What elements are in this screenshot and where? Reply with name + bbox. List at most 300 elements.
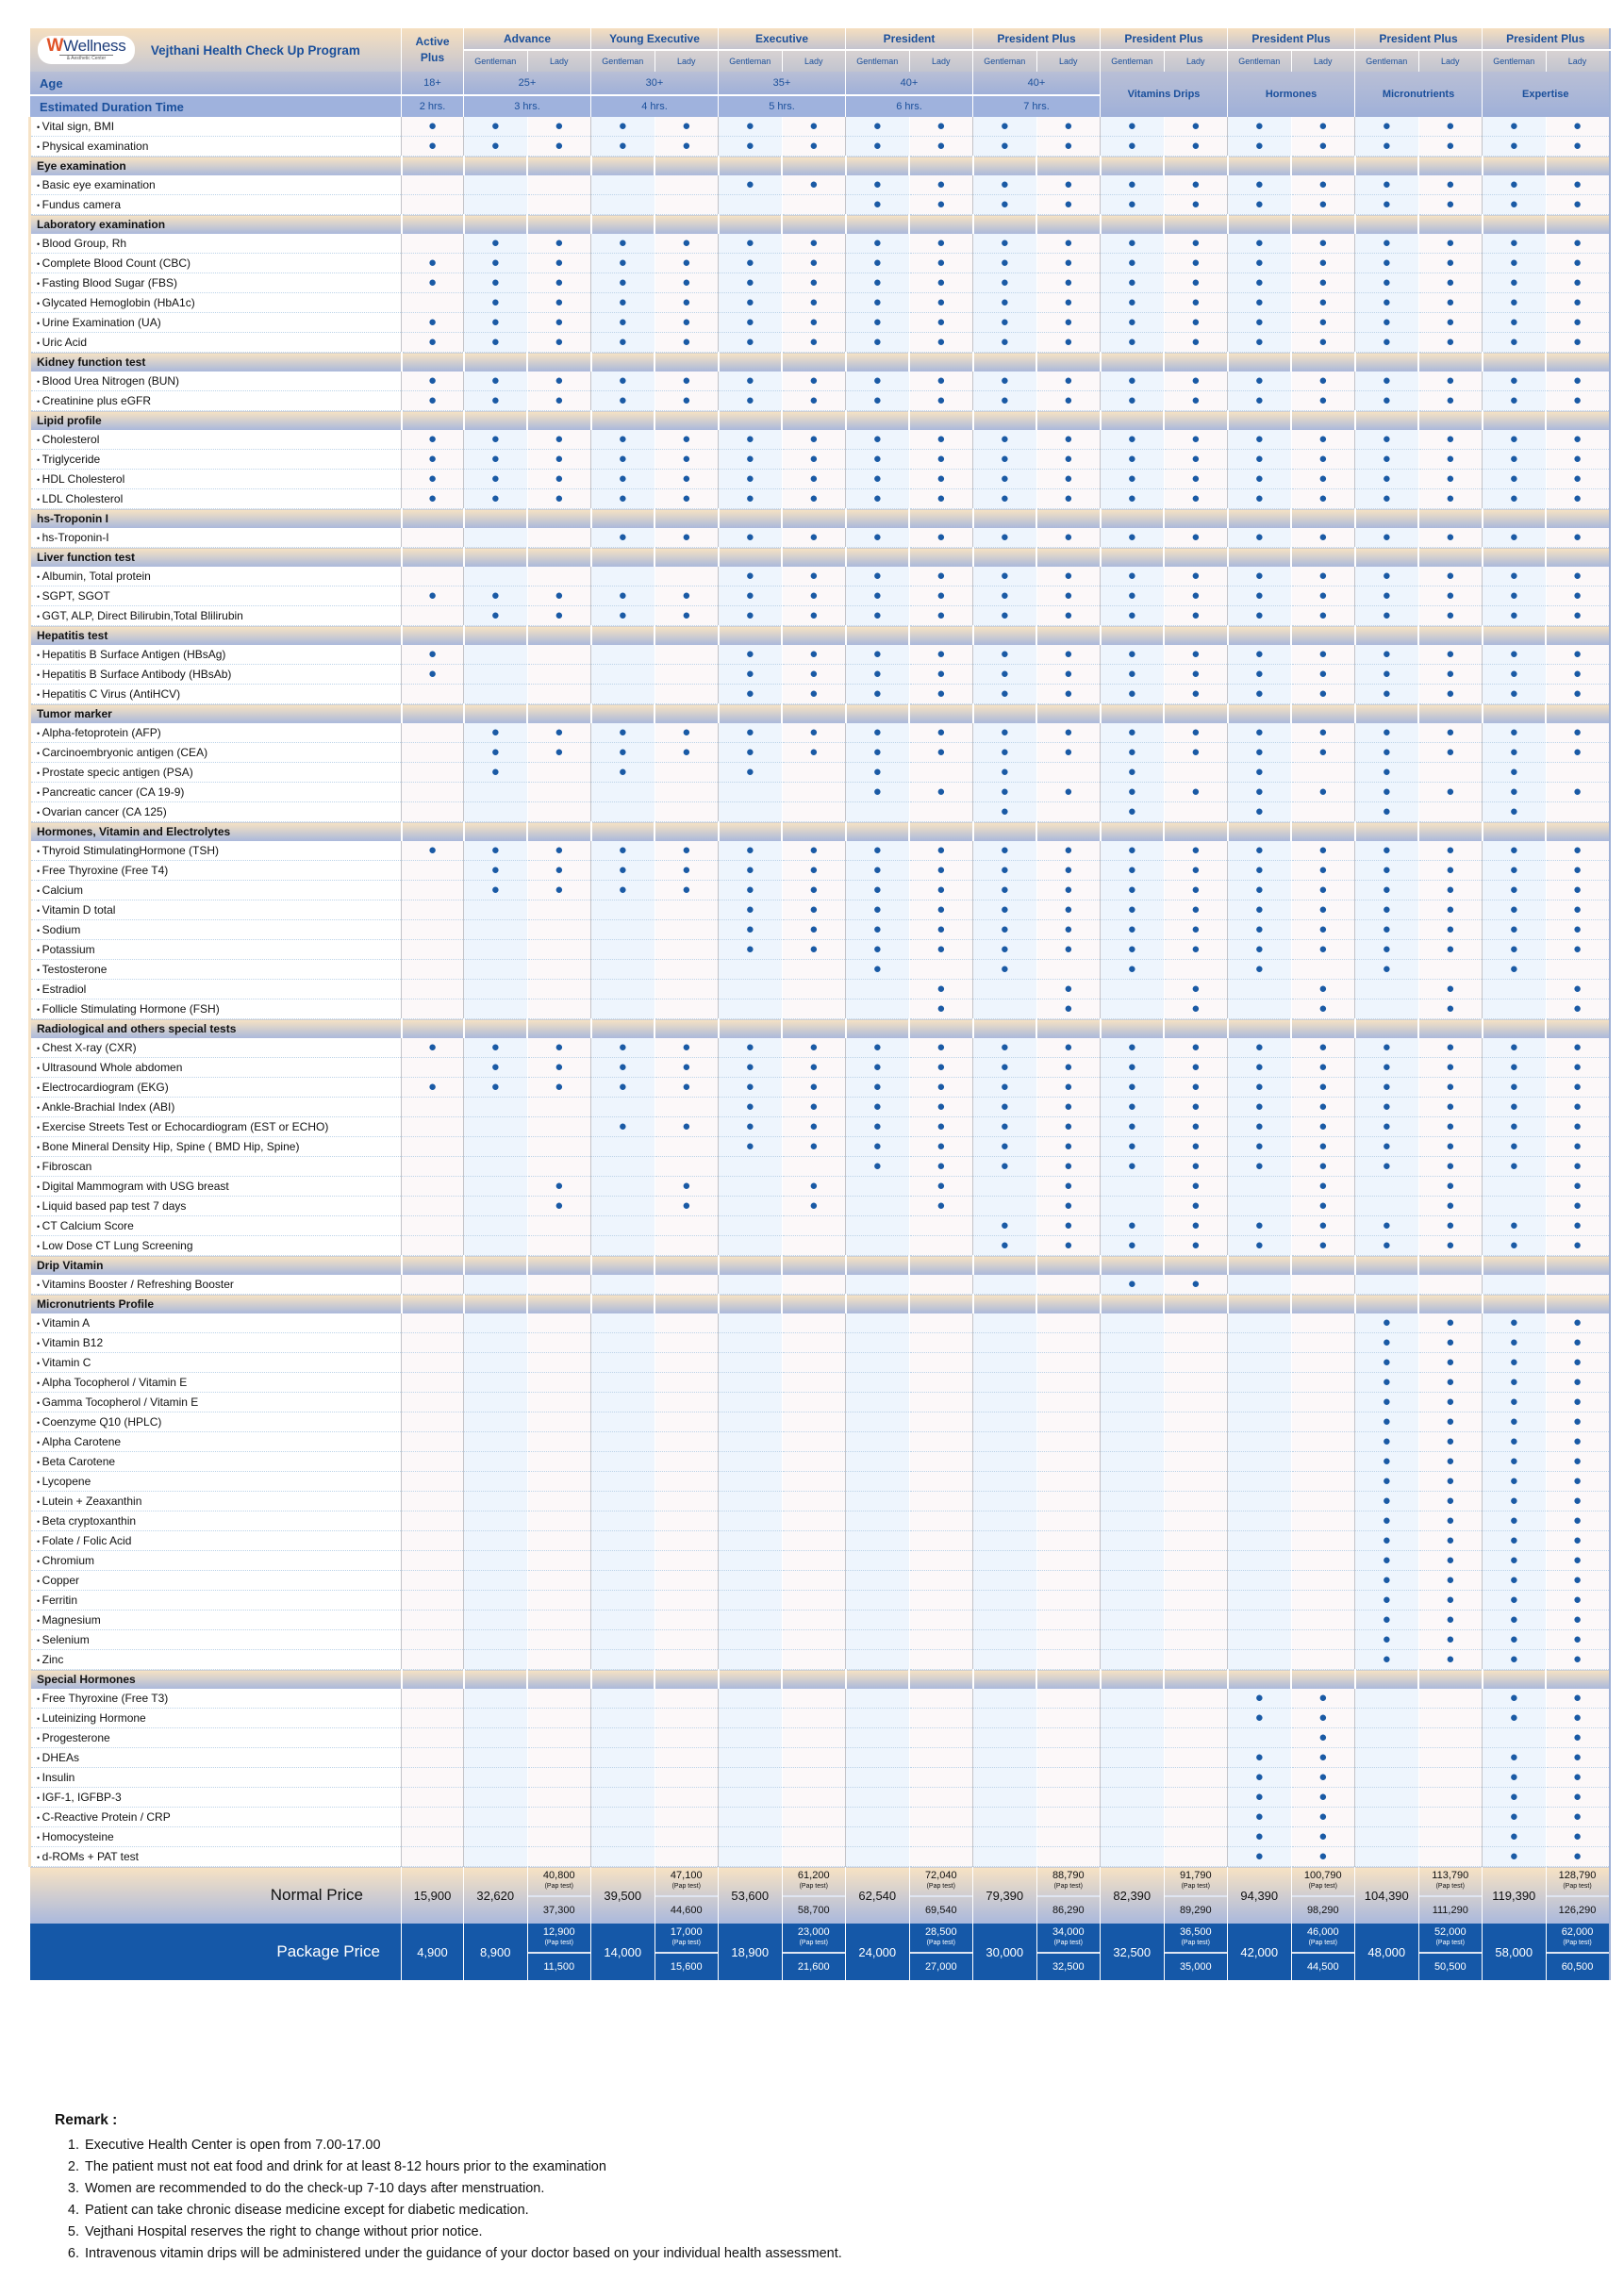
included-dot-icon: ● — [1572, 1789, 1583, 1805]
section-header-cell — [1101, 215, 1165, 235]
section-header-cell — [719, 215, 783, 235]
included-dot-icon: ● — [1509, 901, 1518, 917]
test-item-name — [30, 723, 402, 743]
included-dot-icon: ● — [1382, 1651, 1391, 1667]
price-lady-pap-value: 47,100 — [670, 1870, 703, 1881]
inclusion-cell — [402, 1236, 464, 1256]
inclusion-cell — [719, 254, 783, 273]
inclusion-cell — [1228, 881, 1292, 900]
included-dot-icon: ● — [1000, 685, 1009, 702]
included-dot-icon: ● — [1382, 334, 1391, 350]
inclusion-cell — [591, 1313, 655, 1333]
included-dot-icon: ● — [872, 118, 882, 134]
included-dot-icon: ● — [872, 862, 882, 878]
inclusion-cell — [655, 861, 719, 881]
inclusion-cell — [1036, 999, 1101, 1019]
inclusion-cell — [1291, 1611, 1355, 1630]
inclusion-cell — [527, 960, 591, 980]
section-header-cell — [1036, 1670, 1101, 1690]
test-item-label: Uric Acid — [41, 336, 87, 349]
inclusion-cell — [1355, 1098, 1419, 1117]
test-item-name — [30, 470, 402, 489]
included-dot-icon: ● — [1064, 666, 1073, 682]
inclusion-cell — [1483, 1788, 1547, 1808]
section-header-cell — [1483, 822, 1547, 842]
inclusion-cell — [909, 1591, 973, 1611]
included-dot-icon: ● — [1572, 1138, 1583, 1154]
inclusion-cell — [719, 881, 783, 900]
included-dot-icon: ● — [745, 235, 754, 251]
test-item-label: GGT, ALP, Direct Bilirubin,Total Blilirubin — [41, 609, 243, 622]
included-dot-icon: ● — [1191, 724, 1201, 740]
included-dot-icon: ● — [1572, 607, 1583, 623]
inclusion-cell — [1355, 1551, 1419, 1571]
bullet-icon: • — [37, 847, 42, 856]
inclusion-cell — [846, 743, 910, 763]
inclusion-cell — [1164, 1650, 1228, 1670]
inclusion-cell — [655, 1078, 719, 1098]
bullet-icon: • — [37, 1319, 42, 1329]
inclusion-cell — [1291, 1038, 1355, 1058]
duration-value: 3 hrs. — [464, 95, 591, 117]
included-dot-icon: ● — [427, 334, 438, 350]
inclusion-cell — [1355, 841, 1419, 861]
inclusion-cell — [591, 861, 655, 881]
inclusion-cell — [719, 567, 783, 586]
gender-header-gentleman: Gentleman — [1355, 50, 1419, 72]
inclusion-cell — [527, 1353, 591, 1373]
inclusion-cell — [464, 1333, 528, 1353]
inclusion-cell — [1546, 1709, 1610, 1728]
included-dot-icon: ● — [872, 568, 882, 584]
included-dot-icon: ● — [809, 685, 819, 702]
included-dot-icon: ● — [1254, 941, 1264, 957]
inclusion-cell — [846, 940, 910, 960]
section-header-cell — [719, 1256, 783, 1276]
included-dot-icon: ● — [1446, 1394, 1455, 1410]
test-item-name — [30, 1748, 402, 1768]
pap-test-note: (Pap test) — [1435, 1883, 1465, 1890]
inclusion-cell — [973, 861, 1037, 881]
section-header-cell — [1036, 509, 1101, 529]
inclusion-cell — [464, 1768, 528, 1788]
included-dot-icon: ● — [872, 587, 882, 603]
included-dot-icon: ● — [1509, 1572, 1518, 1588]
section-header-cell — [782, 548, 846, 568]
test-item-row — [30, 1768, 1610, 1788]
inclusion-cell — [846, 1373, 910, 1393]
inclusion-cell — [464, 841, 528, 861]
inclusion-cell — [1036, 313, 1101, 333]
inclusion-cell — [1418, 1808, 1483, 1827]
inclusion-cell — [1418, 1275, 1483, 1295]
included-dot-icon: ● — [1572, 529, 1583, 545]
inclusion-cell — [909, 1137, 973, 1157]
bullet-icon: • — [37, 1793, 42, 1803]
inclusion-cell — [527, 1591, 591, 1611]
section-title: Radiological and others special tests — [30, 1019, 402, 1039]
inclusion-cell — [1546, 1748, 1610, 1768]
inclusion-cell — [527, 1197, 591, 1216]
inclusion-cell — [655, 1591, 719, 1611]
test-item-row — [30, 1492, 1610, 1511]
bullet-icon: • — [37, 1418, 42, 1428]
section-header-cell — [655, 215, 719, 235]
inclusion-cell — [655, 1393, 719, 1412]
included-dot-icon: ● — [1446, 431, 1455, 447]
included-dot-icon: ● — [1191, 1059, 1201, 1075]
inclusion-cell — [909, 1452, 973, 1472]
test-item-label: Hepatitis B Surface Antigen (HBsAg) — [41, 648, 226, 661]
section-header-cell — [402, 157, 464, 176]
inclusion-cell — [1546, 940, 1610, 960]
included-dot-icon: ● — [1191, 862, 1201, 878]
inclusion-cell — [719, 1353, 783, 1373]
section-header-cell — [464, 1019, 528, 1039]
inclusion-cell — [1483, 920, 1547, 940]
included-dot-icon: ● — [1382, 1473, 1391, 1489]
inclusion-cell — [1483, 841, 1547, 861]
test-item-name — [30, 1689, 402, 1709]
inclusion-cell — [1483, 645, 1547, 665]
inclusion-cell — [1101, 1393, 1165, 1412]
included-dot-icon: ● — [1446, 235, 1455, 251]
inclusion-cell — [1546, 586, 1610, 606]
test-item-label: Luteinizing Hormone — [41, 1711, 146, 1725]
test-item-row — [30, 313, 1610, 333]
section-header-cell — [1355, 1019, 1419, 1039]
test-item-label: Basic eye examination — [41, 178, 156, 191]
test-item-row — [30, 117, 1610, 137]
inclusion-cell — [591, 802, 655, 822]
section-header-cell — [591, 509, 655, 529]
included-dot-icon: ● — [1509, 961, 1518, 977]
section-header-row — [30, 215, 1610, 235]
inclusion-cell — [1164, 1216, 1228, 1236]
inclusion-cell — [1101, 586, 1165, 606]
included-dot-icon: ● — [1382, 255, 1391, 271]
included-dot-icon: ● — [1446, 1433, 1455, 1449]
bullet-icon: • — [37, 867, 42, 876]
inclusion-cell — [1483, 333, 1547, 353]
inclusion-cell — [782, 881, 846, 900]
inclusion-cell — [782, 1611, 846, 1630]
included-dot-icon: ● — [1064, 1178, 1073, 1194]
included-dot-icon: ● — [809, 274, 819, 290]
inclusion-cell — [1483, 1197, 1547, 1216]
section-header-cell — [1418, 822, 1483, 842]
included-dot-icon: ● — [1127, 471, 1136, 487]
inclusion-cell — [1101, 1137, 1165, 1157]
inclusion-cell — [402, 254, 464, 273]
included-dot-icon: ● — [427, 646, 438, 662]
section-header-cell — [464, 353, 528, 372]
test-item-label: Ovarian cancer (CA 125) — [41, 805, 167, 818]
section-header-cell — [1164, 157, 1228, 176]
inclusion-cell — [1355, 1058, 1419, 1078]
inclusion-cell — [591, 1650, 655, 1670]
inclusion-cell — [464, 273, 528, 293]
included-dot-icon: ● — [490, 274, 500, 290]
bullet-icon: • — [37, 495, 42, 504]
inclusion-cell — [591, 273, 655, 293]
price-lady — [1546, 1867, 1610, 1924]
inclusion-cell — [1291, 489, 1355, 509]
inclusion-cell — [1418, 881, 1483, 900]
inclusion-cell — [464, 980, 528, 999]
included-dot-icon: ● — [936, 1098, 946, 1115]
included-dot-icon: ● — [1509, 784, 1518, 800]
section-header-cell — [782, 1295, 846, 1314]
bullet-icon: • — [37, 966, 42, 975]
inclusion-cell — [527, 195, 591, 215]
section-header-cell — [402, 548, 464, 568]
included-dot-icon: ● — [1572, 724, 1583, 740]
inclusion-cell — [1228, 1216, 1292, 1236]
price-gentleman: 32,620 — [464, 1867, 528, 1924]
included-dot-icon: ● — [618, 1079, 627, 1095]
section-header-cell — [1036, 822, 1101, 842]
inclusion-cell — [1228, 333, 1292, 353]
inclusion-cell — [1546, 1768, 1610, 1788]
test-item-row — [30, 1197, 1610, 1216]
inclusion-cell — [1355, 1611, 1419, 1630]
inclusion-cell — [719, 586, 783, 606]
included-dot-icon: ● — [1446, 392, 1455, 408]
section-header-cell — [1418, 509, 1483, 529]
included-dot-icon: ● — [1446, 1651, 1455, 1667]
inclusion-cell — [1228, 940, 1292, 960]
included-dot-icon: ● — [1254, 862, 1264, 878]
inclusion-cell — [846, 586, 910, 606]
included-dot-icon: ● — [872, 490, 882, 506]
inclusion-cell — [846, 783, 910, 802]
inclusion-cell — [464, 1591, 528, 1611]
section-header-cell — [1546, 822, 1610, 842]
included-dot-icon: ● — [490, 451, 500, 467]
inclusion-cell — [1291, 1098, 1355, 1117]
inclusion-cell — [782, 1412, 846, 1432]
package-header-active-plus: Active Plus — [402, 28, 464, 72]
inclusion-cell — [1355, 1768, 1419, 1788]
included-dot-icon: ● — [555, 235, 564, 251]
included-dot-icon: ● — [809, 255, 819, 271]
inclusion-cell — [1355, 175, 1419, 195]
included-dot-icon: ● — [1318, 1039, 1328, 1055]
included-dot-icon: ● — [872, 724, 882, 740]
included-dot-icon: ● — [1318, 490, 1328, 506]
included-dot-icon: ● — [1382, 1552, 1391, 1568]
inclusion-cell — [782, 1531, 846, 1551]
inclusion-cell — [1036, 841, 1101, 861]
test-item-name — [30, 450, 402, 470]
inclusion-cell — [464, 783, 528, 802]
inclusion-cell — [1101, 195, 1165, 215]
included-dot-icon: ● — [1254, 118, 1264, 134]
inclusion-cell — [464, 1748, 528, 1768]
inclusion-cell — [719, 1333, 783, 1353]
included-dot-icon: ● — [936, 334, 946, 350]
inclusion-cell — [719, 195, 783, 215]
inclusion-cell — [1291, 920, 1355, 940]
test-item-row — [30, 1591, 1610, 1611]
inclusion-cell — [1355, 723, 1419, 743]
test-item-name — [30, 1709, 402, 1728]
included-dot-icon: ● — [1254, 176, 1264, 192]
test-item-row — [30, 1728, 1610, 1748]
inclusion-cell — [1483, 1157, 1547, 1177]
inclusion-cell — [464, 450, 528, 470]
section-header-cell — [1355, 822, 1419, 842]
included-dot-icon: ● — [1509, 882, 1518, 898]
inclusion-cell — [1291, 1137, 1355, 1157]
inclusion-cell — [909, 1472, 973, 1492]
section-header-cell — [973, 1256, 1037, 1276]
included-dot-icon: ● — [809, 862, 819, 878]
included-dot-icon: ● — [555, 490, 564, 506]
price-lady-pap-value: 88,790 — [1052, 1870, 1085, 1881]
price-gentleman: 39,500 — [591, 1867, 655, 1924]
included-dot-icon: ● — [1064, 724, 1073, 740]
included-dot-icon: ● — [1000, 196, 1009, 212]
section-header-cell — [655, 548, 719, 568]
inclusion-cell — [1164, 940, 1228, 960]
inclusion-cell — [464, 1412, 528, 1432]
included-dot-icon: ● — [1382, 1631, 1391, 1647]
inclusion-cell — [782, 1571, 846, 1591]
inclusion-cell — [1101, 881, 1165, 900]
test-item-label: Selenium — [41, 1633, 90, 1646]
included-dot-icon: ● — [1382, 196, 1391, 212]
inclusion-cell — [527, 1452, 591, 1472]
inclusion-cell — [846, 1650, 910, 1670]
included-dot-icon: ● — [1318, 255, 1328, 271]
included-dot-icon: ● — [555, 334, 564, 350]
inclusion-cell — [909, 1808, 973, 1827]
test-item-row — [30, 450, 1610, 470]
included-dot-icon: ● — [745, 255, 754, 271]
inclusion-cell — [1291, 1058, 1355, 1078]
inclusion-cell — [1228, 665, 1292, 685]
section-header-cell — [464, 626, 528, 646]
inclusion-cell — [973, 841, 1037, 861]
inclusion-cell — [719, 606, 783, 626]
test-item-label: hs-Troponin-I — [41, 531, 109, 544]
age-value: 30+ — [591, 72, 719, 95]
inclusion-cell — [782, 645, 846, 665]
inclusion-cell — [1164, 665, 1228, 685]
included-dot-icon: ● — [1318, 451, 1328, 467]
inclusion-cell — [909, 1432, 973, 1452]
inclusion-cell — [1228, 430, 1292, 450]
inclusion-cell — [909, 234, 973, 254]
included-dot-icon: ● — [1064, 744, 1073, 760]
test-item-label: Alpha-fetoprotein (AFP) — [41, 726, 161, 739]
logo-w-icon: W — [46, 36, 64, 56]
price-lady-without-pap: 44,500 — [1306, 1961, 1339, 1973]
included-dot-icon: ● — [1572, 1059, 1583, 1075]
inclusion-cell — [719, 1808, 783, 1827]
inclusion-cell — [1164, 372, 1228, 391]
inclusion-cell — [1228, 1157, 1292, 1177]
price-lady-without-pap: 58,700 — [797, 1905, 830, 1916]
inclusion-cell — [973, 920, 1037, 940]
inclusion-cell — [782, 117, 846, 137]
section-header-cell — [591, 1670, 655, 1690]
inclusion-cell — [846, 1511, 910, 1531]
included-dot-icon: ● — [1572, 1651, 1583, 1667]
inclusion-cell — [1036, 1492, 1101, 1511]
inclusion-cell — [402, 1531, 464, 1551]
inclusion-cell — [719, 1551, 783, 1571]
inclusion-cell — [1036, 1333, 1101, 1353]
included-dot-icon: ● — [1127, 490, 1136, 506]
included-dot-icon: ● — [872, 235, 882, 251]
inclusion-cell — [1164, 567, 1228, 586]
bullet-icon: • — [37, 455, 42, 465]
included-dot-icon: ● — [1572, 666, 1583, 682]
test-item-name — [30, 1472, 402, 1492]
included-dot-icon: ● — [618, 294, 627, 310]
section-header-cell — [655, 1295, 719, 1314]
inclusion-cell — [782, 450, 846, 470]
section-header-cell — [527, 215, 591, 235]
included-dot-icon: ● — [555, 842, 564, 858]
inclusion-cell — [1418, 137, 1483, 157]
section-header-cell — [1546, 215, 1610, 235]
bullet-icon: • — [37, 1478, 42, 1487]
test-item-name — [30, 430, 402, 450]
included-dot-icon: ● — [1509, 235, 1518, 251]
included-dot-icon: ● — [618, 587, 627, 603]
test-item-row — [30, 960, 1610, 980]
inclusion-cell — [1036, 743, 1101, 763]
inclusion-cell — [1228, 1492, 1292, 1511]
inclusion-cell — [1546, 1571, 1610, 1591]
included-dot-icon: ● — [1509, 842, 1518, 858]
inclusion-cell — [973, 1452, 1037, 1472]
inclusion-cell — [464, 1275, 528, 1295]
pap-test-note: (Pap test) — [1435, 1940, 1465, 1946]
inclusion-cell — [527, 1808, 591, 1827]
included-dot-icon: ● — [936, 431, 946, 447]
included-dot-icon: ● — [1191, 314, 1201, 330]
inclusion-cell — [973, 1393, 1037, 1412]
inclusion-cell — [973, 606, 1037, 626]
test-item-name — [30, 1275, 402, 1295]
inclusion-cell — [1036, 333, 1101, 353]
inclusion-cell — [591, 1117, 655, 1137]
inclusion-cell — [909, 960, 973, 980]
included-dot-icon: ● — [1446, 1413, 1455, 1429]
inclusion-cell — [1418, 1748, 1483, 1768]
section-header-row — [30, 626, 1610, 646]
inclusion-cell — [464, 1728, 528, 1748]
included-dot-icon: ● — [1446, 1374, 1455, 1390]
inclusion-cell — [1228, 841, 1292, 861]
section-header-cell — [1483, 1670, 1547, 1690]
test-item-name — [30, 391, 402, 411]
inclusion-cell — [1418, 470, 1483, 489]
bullet-icon: • — [37, 259, 42, 269]
inclusion-cell — [1291, 567, 1355, 586]
inclusion-cell — [1228, 1808, 1292, 1827]
inclusion-cell — [655, 489, 719, 509]
included-dot-icon: ● — [936, 490, 946, 506]
inclusion-cell — [1228, 117, 1292, 137]
included-dot-icon: ● — [1509, 803, 1518, 819]
inclusion-cell — [655, 137, 719, 157]
